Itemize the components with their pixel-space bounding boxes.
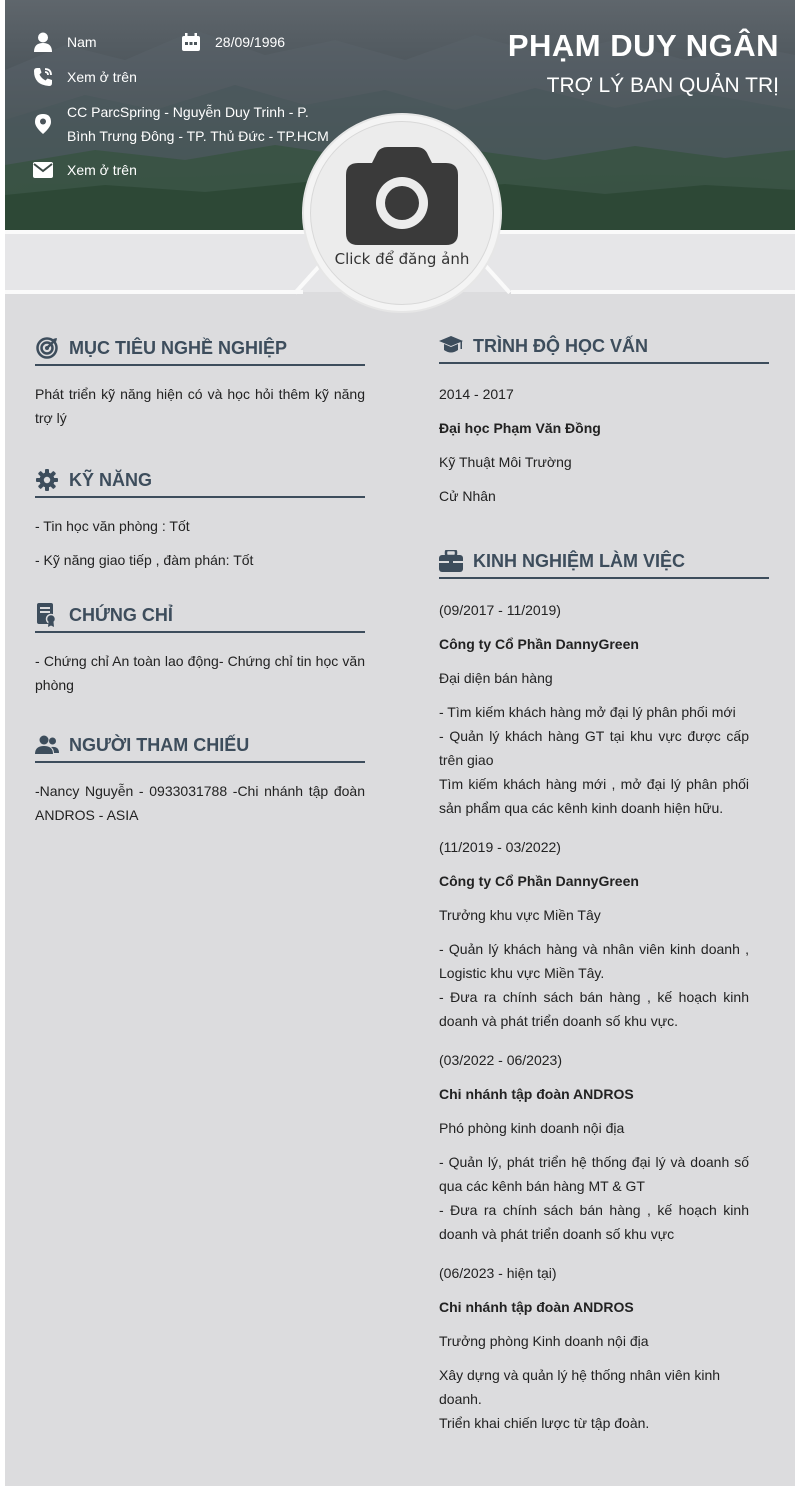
job-period: (11/2019 - 03/2022) <box>439 839 561 855</box>
job-role: TRỢ LÝ BAN QUẢN TRỊ <box>546 74 779 97</box>
certificates-title: CHỨNG CHỈ <box>69 604 173 625</box>
job-company: Chi nhánh tập đoàn ANDROS <box>439 1086 634 1102</box>
job-position: Trưởng khu vực Miền Tây <box>439 907 601 923</box>
job-desc-line: - Đưa ra chính sách bán hàng , kế hoạch kinh doanh và phát triển doanh số khu vực <box>439 1202 749 1242</box>
job-position: Phó phòng kinh doanh nội địa <box>439 1120 625 1136</box>
certificates-text: - Chứng chỉ An toàn lao động- Chứng chỉ tin học văn phòng <box>35 653 365 693</box>
certificates-section <box>35 603 365 697</box>
job-entry <box>439 835 749 1033</box>
address-text <box>67 100 329 148</box>
references-text: -Nancy Nguyễn - 0933031788 -Chi nhánh tập đoàn ANDROS - ASIA <box>35 783 365 823</box>
birthdate-text: 28/09/1996 <box>215 34 286 50</box>
skills-title: KỸ NĂNG <box>69 469 153 490</box>
references-header <box>35 733 365 763</box>
birthdate-row <box>181 32 285 52</box>
divider-line-right <box>511 290 795 294</box>
experience-header <box>439 549 769 579</box>
photo-upload[interactable] <box>304 115 500 311</box>
job-position: Trưởng phòng Kinh doanh nội địa <box>439 1333 649 1349</box>
job-desc-line: - Tìm kiếm khách hàng mở đại lý phân phối mới <box>439 704 736 720</box>
job-period: (06/2023 - hiện tại) <box>439 1265 557 1281</box>
objective-title: MỤC TIÊU NGHỀ NGHIỆP <box>69 337 288 358</box>
graduation-cap-icon <box>439 334 463 358</box>
objective-header <box>35 336 365 366</box>
experience-section <box>439 549 769 579</box>
skill-item: - Tin học văn phòng : Tốt <box>35 518 190 534</box>
job-desc-line: - Quản lý khách hàng và nhân viên kinh doanh , Logistic khu vực Miền Tây. <box>439 941 749 981</box>
education-title: TRÌNH ĐỘ HỌC VẤN <box>473 335 648 356</box>
objective-text: Phát triển kỹ năng hiện có và học hỏi thêm kỹ năng trợ lý <box>35 386 365 426</box>
job-period: (09/2017 - 11/2019) <box>439 602 561 618</box>
users-icon <box>35 733 59 757</box>
job-position: Đại diện bán hàng <box>439 670 553 686</box>
briefcase-icon <box>439 549 463 573</box>
education-header <box>439 334 769 364</box>
camera-icon <box>346 147 458 245</box>
address-row <box>33 100 329 148</box>
skill-item: - Kỹ năng giao tiếp , đàm phán: Tốt <box>35 552 254 568</box>
references-title: NGƯỜI THAM CHIẾU <box>69 734 250 755</box>
gender-row <box>33 32 97 52</box>
email-text: Xem ở trên <box>67 162 137 178</box>
photo-upload-label: Click để đăng ảnh <box>334 250 470 268</box>
job-entry <box>439 1048 749 1246</box>
envelope-icon <box>33 160 53 180</box>
skills-section <box>35 468 365 572</box>
cv-page <box>5 0 795 1486</box>
skills-header <box>35 468 365 498</box>
gear-icon <box>35 468 59 492</box>
calendar-icon <box>181 32 201 52</box>
job-entry <box>439 598 749 820</box>
target-icon <box>35 336 59 360</box>
certificates-header <box>35 603 365 633</box>
email-row <box>33 160 137 180</box>
job-desc-line: Triển khai chiến lược từ tập đoàn. <box>439 1415 650 1431</box>
job-company: Công ty Cổ Phần DannyGreen <box>439 636 639 652</box>
education-period: 2014 - 2017 <box>439 386 514 402</box>
job-desc-line: - Đưa ra chính sách bán hàng , kế hoạch kinh doanh và phát triển doanh số khu vực. <box>439 989 749 1029</box>
job-desc-line: Xây dựng và quản lý hệ thống nhân viên kinh doanh. <box>439 1367 721 1407</box>
experience-title: KINH NGHIỆM LÀM VIỆC <box>473 550 686 571</box>
full-name: PHẠM DUY NGÂN <box>507 28 779 63</box>
job-desc-line: - Quản lý khách hàng GT tại khu vực được cấp trên giao <box>439 728 749 768</box>
objective-section <box>35 336 365 430</box>
phone-text: Xem ở trên <box>67 69 137 85</box>
education-major: Kỹ Thuật Môi Trường <box>439 454 572 470</box>
job-company: Chi nhánh tập đoàn ANDROS <box>439 1299 634 1315</box>
education-degree: Cử Nhân <box>439 488 496 504</box>
person-icon <box>33 32 53 52</box>
certificate-icon <box>35 603 59 627</box>
education-section <box>439 334 769 508</box>
education-school: Đại học Phạm Văn Đồng <box>439 420 601 436</box>
job-desc-line: Tìm kiếm khách hàng mới , mở đại lý phân phối sản phẩm qua các kênh kinh doanh hiện hữu. <box>439 776 749 816</box>
location-pin-icon <box>33 114 53 134</box>
address-line-2: Bình Trưng Đông - TP. Thủ Đức - TP.HCM <box>67 128 329 144</box>
divider-line-left <box>5 290 303 294</box>
job-company: Công ty Cổ Phần DannyGreen <box>439 873 639 889</box>
job-desc-line: - Quản lý, phát triển hệ thống đại lý và doanh số qua các kênh bán hàng MT & GT <box>439 1154 749 1194</box>
job-entry <box>439 1261 749 1435</box>
references-section <box>35 733 365 827</box>
job-period: (03/2022 - 06/2023) <box>439 1052 562 1068</box>
phone-row <box>33 67 137 87</box>
address-line-1: CC ParcSpring - Nguyễn Duy Trinh - P. <box>67 104 309 120</box>
gender-text: Nam <box>67 34 97 50</box>
phone-icon <box>33 67 53 87</box>
